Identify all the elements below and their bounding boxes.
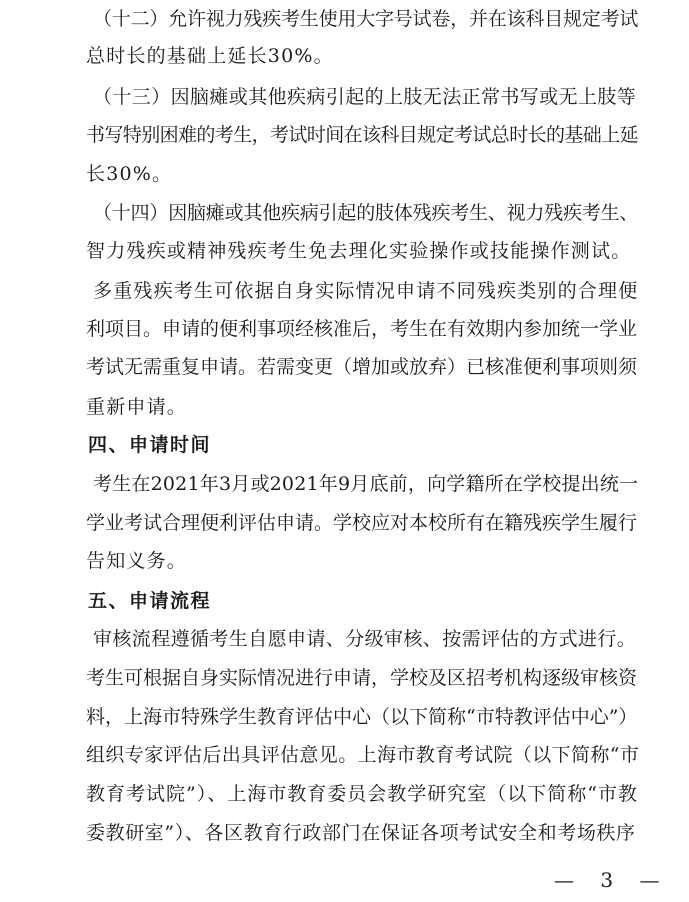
paragraph-line: 委教研室”）、各区教育行政部门在保证各项考试安全和考场秩序: [86, 822, 636, 844]
paragraph-line: 考生在2021年3月或2021年9月底前，向学籍所在学校提出统一: [93, 473, 639, 495]
paragraph-line: 组织专家评估后出具评估意见。上海市教育考试院（以下简称“市: [86, 744, 640, 766]
paragraph-line: 多重残疾考生可依据自身实际情况申请不同残疾类别的合理便: [93, 280, 639, 302]
paragraph-line: （十四）因脑瘫或其他疾病引起的肢体残疾考生、视力残疾考生、: [93, 202, 639, 224]
paragraph-line: 教育考试院”）、上海市教育委员会教学研究室（以下简称“市教: [86, 783, 638, 805]
paragraph-line: 总时长的基础上延长30%。: [86, 45, 334, 67]
page-number: — 3 —: [554, 868, 670, 892]
paragraph-line: 考生可根据自身实际情况进行申请，学校及区招考机构逐级审核资: [86, 667, 638, 689]
paragraph-line: 利项目。申请的便利事项经核准后，考生在有效期内参加统一学业: [86, 318, 638, 340]
paragraph-line: 重新申请。: [86, 396, 188, 418]
paragraph-line: 考试无需重复申请。若需变更（增加或放弃）已核准便利事项则须: [86, 356, 638, 378]
paragraph-line: 学业考试合理便利评估申请。学校应对本校所有在籍残疾学生履行: [86, 512, 638, 534]
paragraph-line: 审核流程遵循考生自愿申请、分级审核、按需评估的方式进行。: [93, 628, 637, 650]
paragraph-line: 料，上海市特殊学生教育评估中心（以下简称“市特教评估中心”）: [86, 706, 638, 728]
paragraph-line: 书写特别困难的考生，考试时间在该科目规定考试总时长的基础上延: [86, 124, 639, 146]
paragraph-line: 长30%。: [86, 163, 173, 185]
paragraph-line: （十三）因脑瘫或其他疾病引起的上肢无法正常书写或无上肢等: [93, 86, 637, 108]
paragraph-line: 告知义务。: [86, 550, 188, 572]
section-heading: 四、申请时间: [88, 434, 212, 456]
section-heading: 五、申请流程: [88, 590, 212, 612]
paragraph-line: 智力残疾或精神残疾考生免去理化实验操作或技能操作测试。: [86, 240, 632, 262]
paragraph-line: （十二）允许视力残疾考生使用大字号试卷，并在该科目规定考试: [93, 8, 639, 30]
